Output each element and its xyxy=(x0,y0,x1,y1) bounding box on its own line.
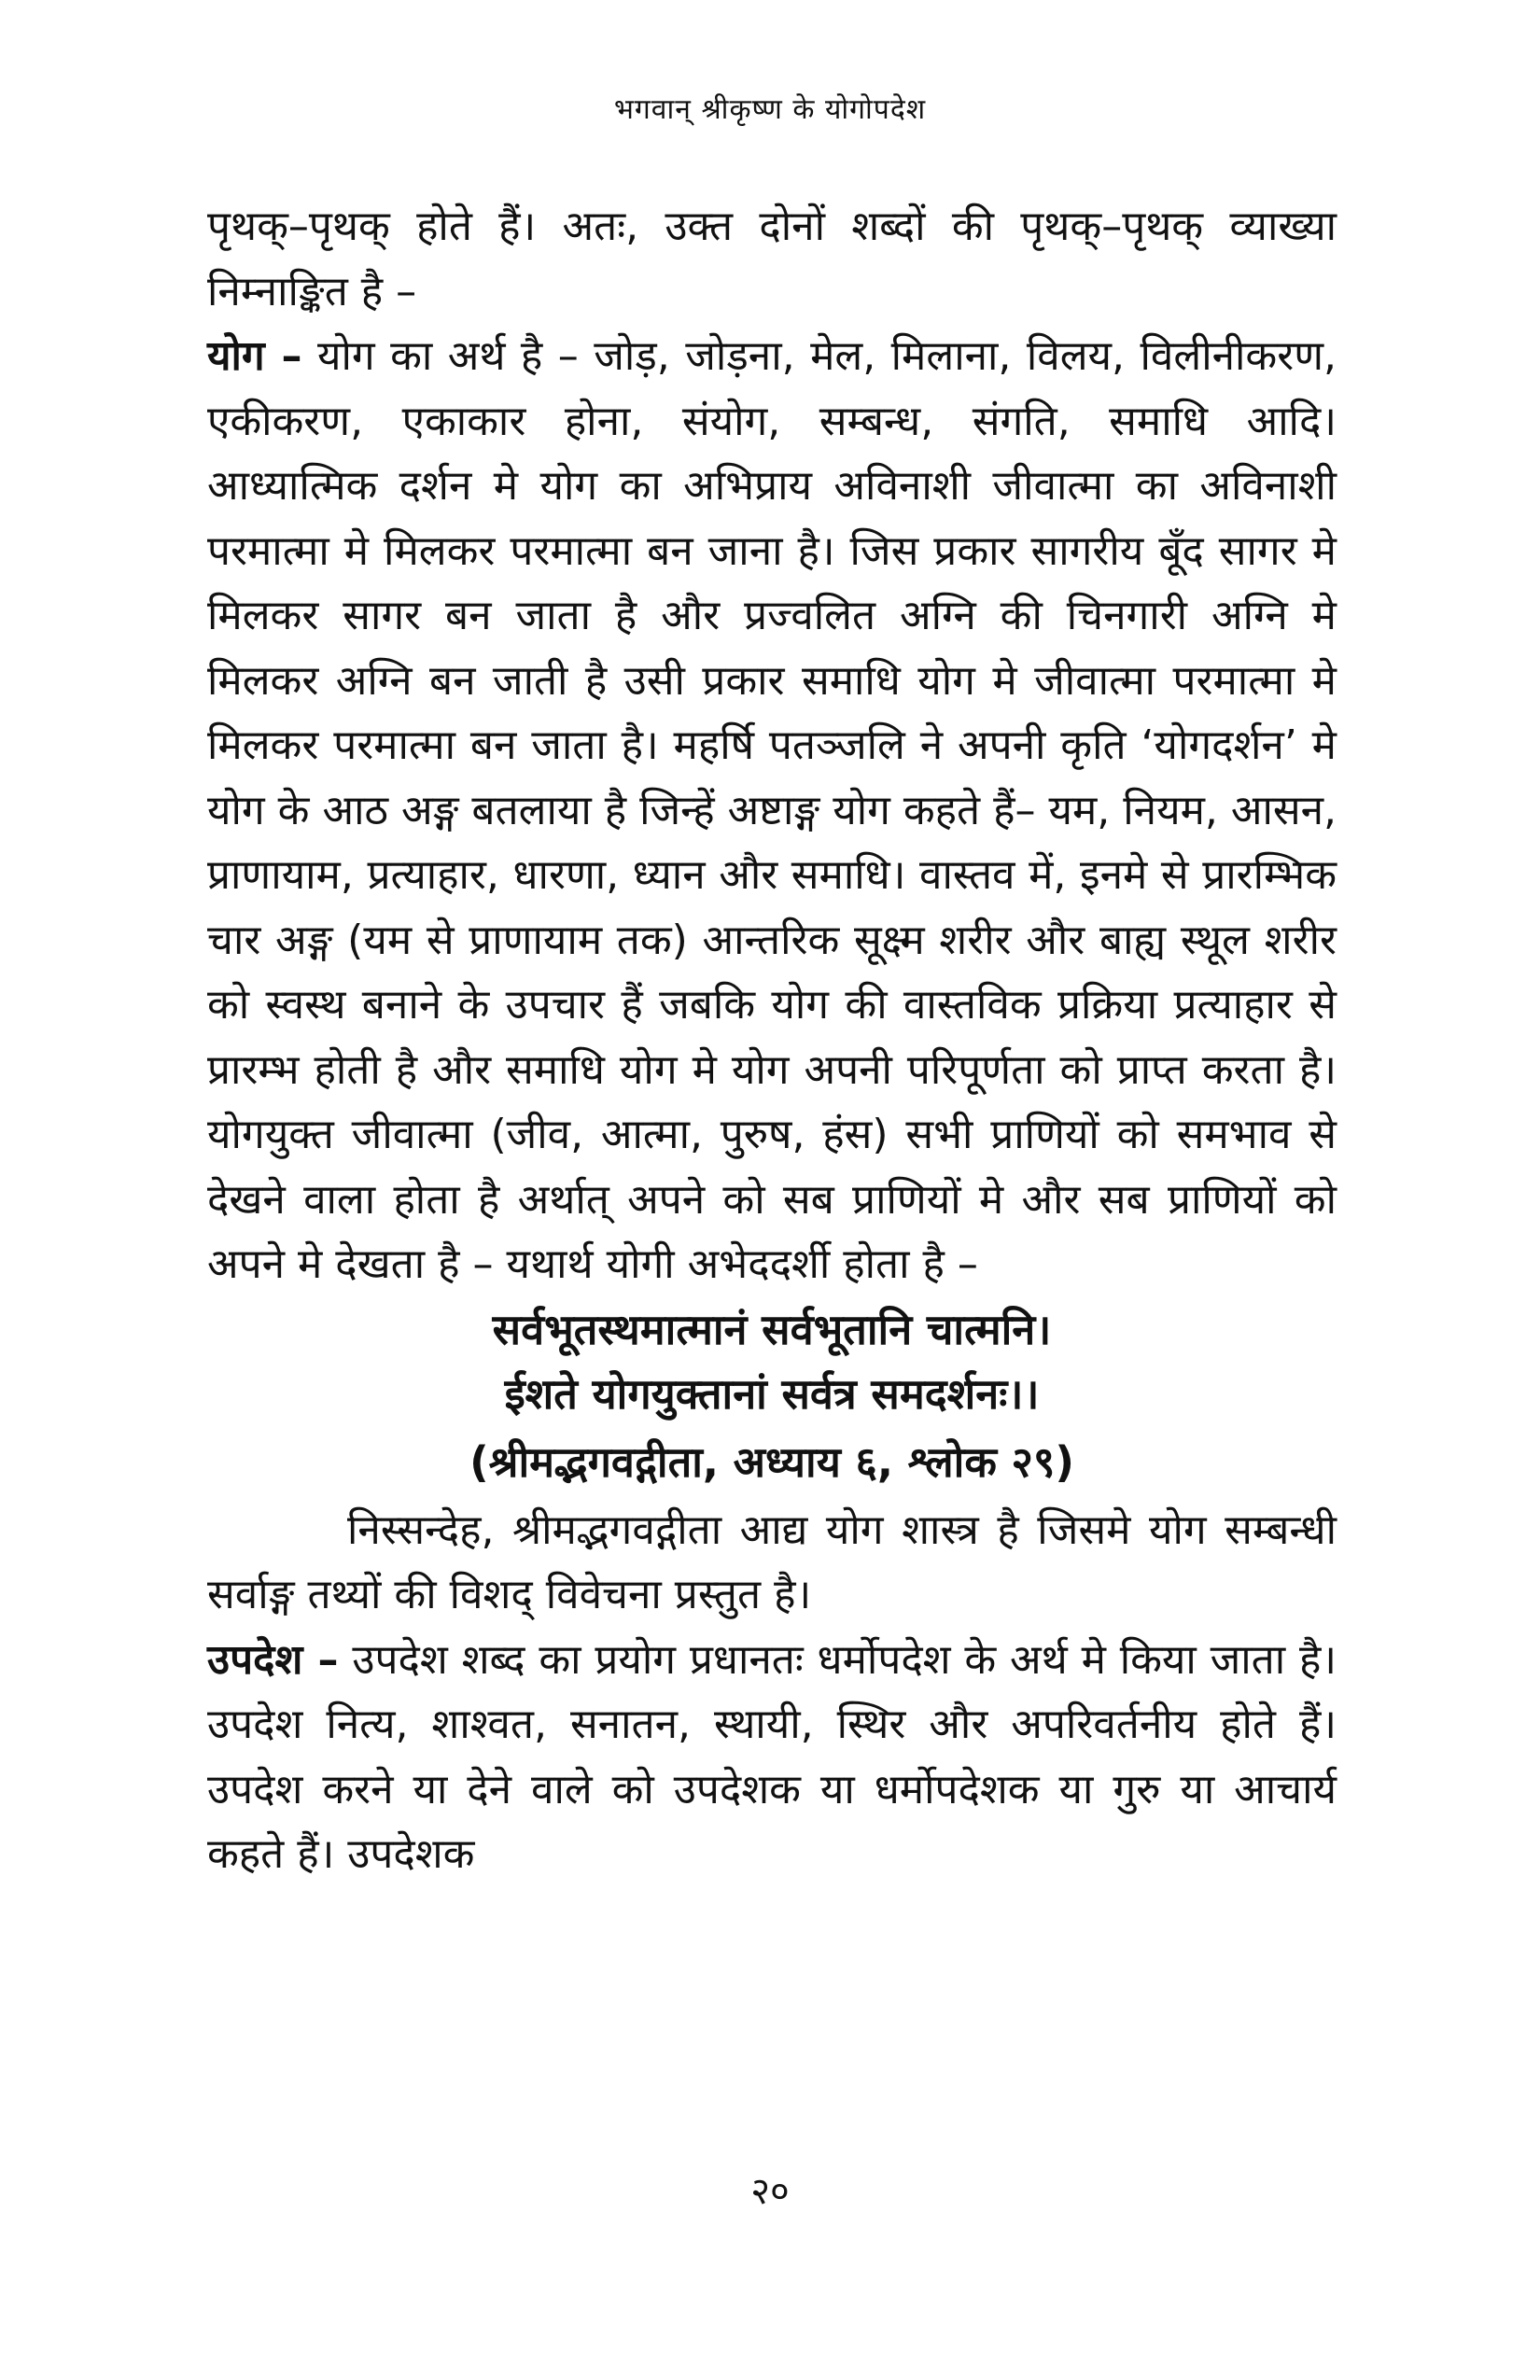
running-header: भगवान् श्रीकृष्ण के योगोपदेश xyxy=(613,93,927,126)
verse-citation: (श्रीमद्भगवद्गीता, अध्याय ६, श्लोक २९) xyxy=(469,1436,1074,1487)
verse-line-1: सर्वभूतस्थमात्मानं सर्वभूतानि चात्मनि। xyxy=(492,1304,1052,1354)
paragraph-upadesh xyxy=(207,1628,1337,1887)
page-number: २० xyxy=(750,2170,790,2213)
verse-line-2: ईशते योगयुक्तानां सर्वत्र समदर्शनः।। xyxy=(504,1369,1040,1419)
page-body xyxy=(207,194,1337,1887)
paragraph-yoga xyxy=(207,324,1337,1297)
term-yoga: योग – xyxy=(207,332,302,380)
paragraph-intro: पृथक्–पृथक् होते हैं। अतः, उक्त दोनों शब्दों की पृथक्–पृथक् व्याख्या निम्नाङ्कित है – xyxy=(207,203,1337,315)
paragraph-upadesh-text: उपदेश शब्द का प्रयोग प्रधानतः धर्मोपदेश के अर्थ मे किया जाता है। उपदेश नित्य, शाश्वत, सनातन, स्थायी, स्थिर और अपरिवर्तनीय होते हैं। उपदेश करने या देने वाले को उपदेशक या धर्मोपदेशक या गुरु या आचार्य कहते हैं। उपदेशक xyxy=(207,1635,1337,1878)
paragraph-yoga-text: योग का अर्थ है – जोड़, जोड़ना, मेल, मिलाना, विलय, विलीनीकरण, एकीकरण, एकाकार होना, संयोग, सम्बन्ध, संगति, समाधि आदि। आध्यात्मिक दर्शन मे योग का अभिप्राय अविनाशी जीवात्मा का अविनाशी परमात्मा मे मिलकर परमात्मा बन जाना है। जिस प्रकार सागरीय बूँद सागर मे मिलकर सागर बन जाता है और प्रज्वलित अग्नि की चिनगारी अग्नि मे मिलकर अग्नि बन जाती है उसी प्रकार समाधि योग मे जीवात्मा परमात्मा मे मिलकर परमात्मा बन जाता है। महर्षि पतञ्जलि ने अपनी कृति ‘योगदर्शन’ मे योग के आठ अङ्ग बतलाया है जिन्हें अष्टाङ्ग योग कहते हैं– यम, नियम, आसन, प्राणायाम, प्रत्याहार, धारणा, ध्यान और समाधि। वास्तव में, इनमे से प्रारम्भिक चार अङ्ग (यम से प्राणायाम तक) आन्तरिक सूक्ष्म शरीर और बाह्य स्थूल शरीर को स्वस्थ बनाने के उपचार हैं जबकि योग की वास्तविक प्रक्रिया प्रत्याहार से प्रारम्भ होती है और समाधि योग मे योग अपनी परिपूर्णता को प्राप्त करता है। योगयुक्त जीवात्मा (जीव, आत्मा, पुरुष, हंस) सभी प्राणियों को समभाव से देखने वाला होता है अर्थात् अपने को सब प्राणियों मे और सब प्राणियों को अपने मे देखता है – यथार्थ योगी अभेददर्शी होता है – xyxy=(207,332,1337,1288)
term-upadesh: उपदेश – xyxy=(207,1635,339,1684)
paragraph-gita: निस्सन्देह, श्रीमद्भगवद्गीता आद्य योग शास्त्र है जिसमे योग सम्बन्धी सर्वाङ्ग तथ्यों की विशद् विवेचना प्रस्तुत है। xyxy=(207,1505,1337,1618)
